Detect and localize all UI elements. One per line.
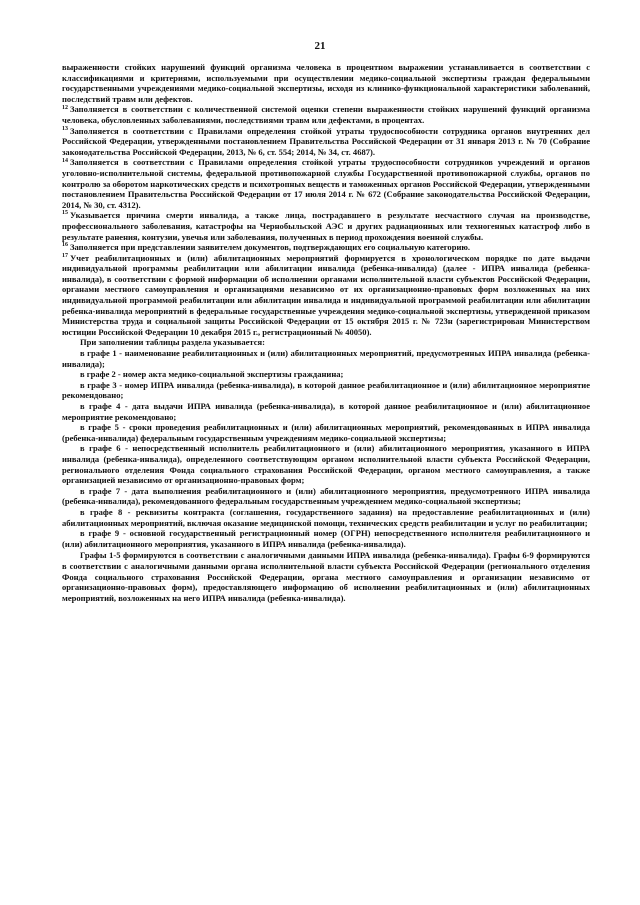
footnote-number: 12 — [62, 104, 68, 111]
column-5-description: в графе 5 - сроки проведения реабилитационных и (или) абилитационных мероприятий, рекомендованных в ИПРА инвалида (ребенка-инвалида) федеральным государственным учреждениям медико-социальной экспертизы; — [62, 422, 590, 443]
footnote-continuation: выраженности стойких нарушений функций организма человека в процентном выражении устанавливается в соответствии с классификациями и критериями, используемыми при осуществлении медико-социальной экспертизы граждан федеральными государственными учреждениями медико-социальной экспертизы, исходя из клинико-функциональной характеристики заболеваний, последствий травм или дефектов. — [62, 62, 590, 104]
column-3-description: в графе 3 - номер ИПРА инвалида (ребенка-инвалида), в которой данное реабилитационное и (или) абилитационное мероприятие рекомендовано; — [62, 379, 590, 401]
column-9-description: в графе 9 - основной государственный регистрационный номер (ОГРН) непосредственного исполнителя реабилитационного и (или) абилитационного мероприятия, указанного в ИПРА инвалида (ребенка-инвалида). — [62, 528, 590, 549]
column-4-description: в графе 4 - дата выдачи ИПРА инвалида (ребенка-инвалида), в которой данное реабилитационное и (или) абилитационное мероприятие рекомендовано; — [62, 401, 590, 422]
footnote-13 — [62, 126, 590, 158]
column-8-description: в графе 8 - реквизиты контракта (соглашения, государственного задания) на предоставление реабилитационных и (или) абилитационных мероприятий, включая оказание медицинской помощи, технических средств реабилитации и услуг по реабилитации; — [62, 506, 590, 528]
footnote-17 — [62, 253, 590, 338]
footnote-number: 15 — [62, 210, 68, 217]
closing-paragraph: Графы 1-5 формируются в соответствии с аналогичными данными ИПРА инвалида (ребенка-инвалида). Графы 6-9 формируются в соответствии с аналогичными данными органа исполнительной власти субъекта Российской Федерации (регионального отделения Фонда социального страхования Российской Федерации, органа местного самоуправления и организации независимо от организационно-правовых форм), предоставляющего информацию об исполнении реабилитационных и (или) абилитационных мероприятий, возложенных на него ИПРА инвалида (ребенка-инвалида). — [62, 550, 590, 603]
page-number: 21 — [314, 40, 326, 52]
footnote-number: 14 — [62, 157, 68, 164]
footnote-12 — [62, 104, 590, 125]
table-instructions-intro: При заполнении таблицы раздела указывается: — [80, 337, 265, 348]
footnote-14 — [62, 157, 590, 210]
footnote-number: 16 — [62, 242, 68, 249]
footnote-number: 17 — [62, 252, 68, 259]
footnote-text: Учет реабилитационных и (или) абилитационных мероприятий формируется в хронологическом порядке по дате выдачи индивидуальной программы реабилитации или абилитации инвалида (ребенка-инвалида) (далее - ИПРА инвалида (ребенка-инвалида), в соответствии с формой информации об исполнении органами исполнительной власти субъектов Российской Федерации, органами местного самоуправления и организациями независимо от их организационно-правовых форм возложенных на них индивидуальной программой реабилитации или абилитации инвалида и индивидуальной программой реабилитации или абилитации ребенка-инвалида мероприятий в федеральные государственные учреждения медико-социальной экспертизы, утвержденной приказом Министерства труда и социальной защиты Российской Федерации от 15 октября 2015 г. № 723н (зарегистрирован Министерством юстиции Российской Федерации 10 декабря 2015 г., регистрационный № 40050). — [62, 252, 590, 337]
footnote-text: Заполняется в соответствии с Правилами определения стойкой утраты трудоспособности сотрудника органов внутренних дел Российской Федерации, утвержденными постановлением Правительства Российской Федерации от 31 января 2013 г. № 70 (Собрание законодательства Российской Федерации, 2013, № 6, ст. 554; 2014, № 34, ст. 4687). — [62, 125, 590, 157]
column-1-description: в графе 1 - наименование реабилитационных и (или) абилитационных мероприятий, предусмотренных ИПРА инвалида (ребенка-инвалида); — [62, 348, 590, 369]
footnote-16 — [62, 242, 590, 253]
footnote-text: Указывается причина смерти инвалида, а также лица, пострадавшего в результате несчастного случая на производстве, профессионального заболевания, катастрофы на Чернобыльской АЭС и других радиационных или техногенных катастроф либо в результате ранения, контузии, увечья или заболевания, полученных в период прохождения военной службы. — [62, 210, 590, 242]
page-content — [62, 62, 590, 603]
column-6-description: в графе 6 - непосредственный исполнитель реабилитационного и (или) абилитационного мероприятия, указанного в ИПРА инвалида (ребенка-инвалида), определенного соответствующим органом исполнительной власти субъекта Российской Федерации, регионального отделения Фонда социального страхования Российской Федерации, органом местного самоуправления, а также организацией независимо от организационно-правовых форм; — [62, 443, 590, 486]
footnote-15 — [62, 210, 590, 242]
column-2-description: в графе 2 - номер акта медико-социальной экспертизы гражданина; — [80, 369, 344, 380]
footnote-text: Заполняется в соответствии с количественной системой оценки степени выраженности стойких нарушений функций организма человека, обусловленных заболеваниями, последствиями травм или дефектами, в процентах. — [62, 104, 590, 125]
column-7-description: в графе 7 - дата выполнения реабилитационного и (или) абилитационного мероприятия, предусмотренного ИПРА инвалида (ребенка-инвалида), рекомендованного федеральным государственным учреждением медико-социальной экспертизы; — [62, 485, 590, 507]
footnote-number: 13 — [62, 125, 68, 132]
footnote-text: Заполняется в соответствии с Правилами определения стойкой утраты трудоспособности сотрудников учреждений и органов уголовно-исполнительной системы, федеральной противопожарной службы Государственной противопожарной службы, органов по контролю за оборотом наркотических средств и психотропных веществ и таможенных органов Российской Федерации, утвержденными постановлением Правительства Российской Федерации от 17 июля 2014 г. № 672 (Собрание законодательства Российской Федерации, 2014, № 30, ст. 4312). — [62, 157, 590, 210]
footnote-text: Заполняется при представлении заявителем документов, подтверждающих его социальную категорию. — [70, 242, 471, 253]
